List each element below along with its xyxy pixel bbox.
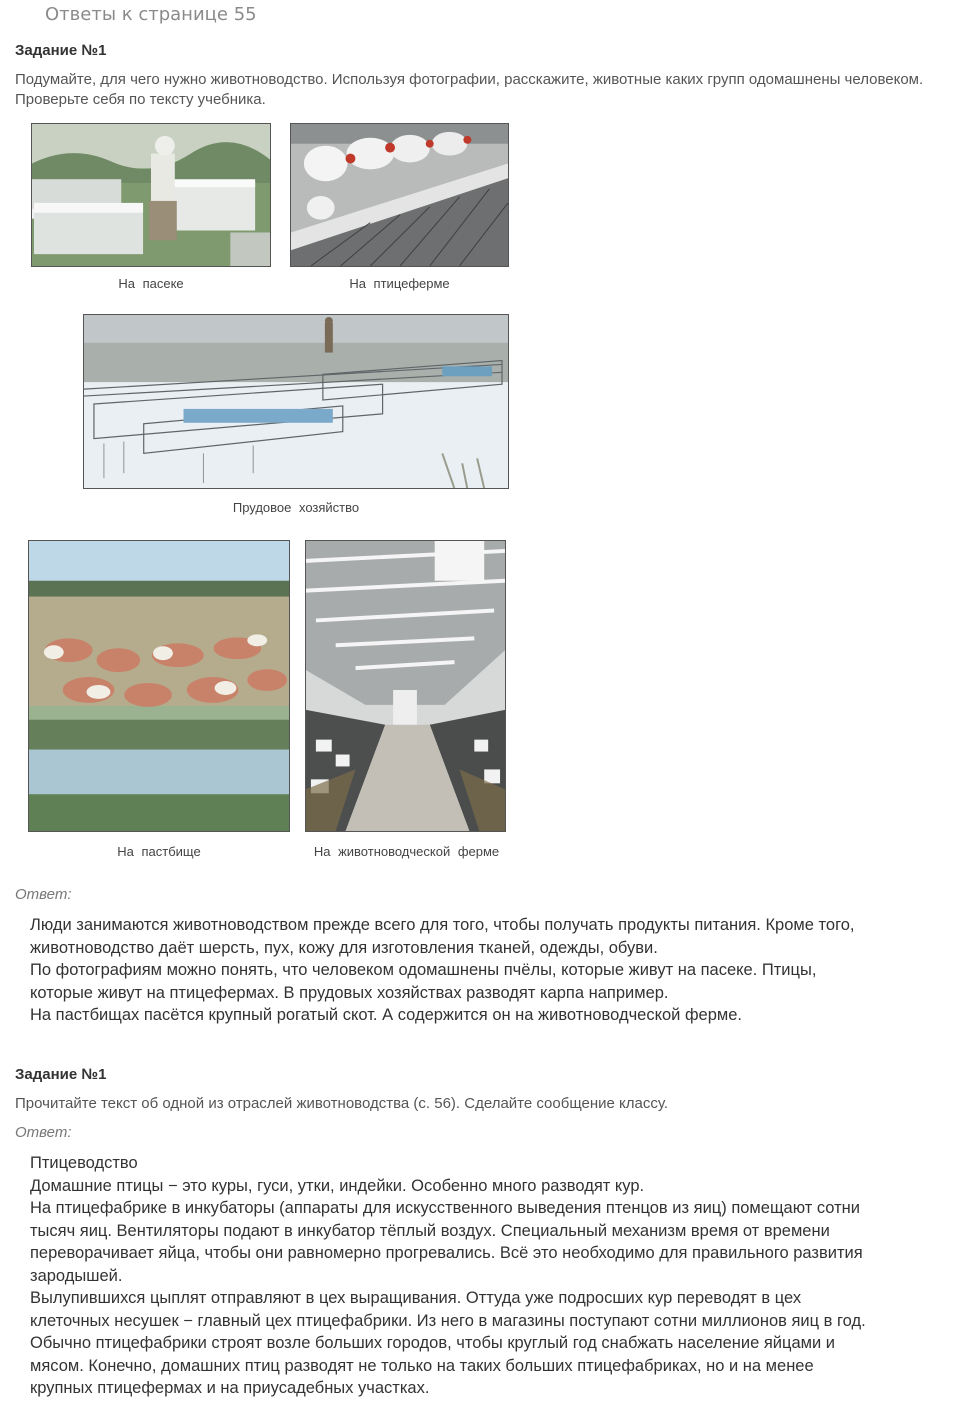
answer-line: По фотографиям можно понять, что человеком одомашнены пчёлы, которые живут на пасеке. Птицы, (30, 961, 817, 979)
answer-line: которые живут на птицефермах. В прудовых хозяйствах разводят карпа например. (30, 983, 669, 1002)
task1-question: Подумайте, для чего нужно животноводство. Используя фотографии, расскажите, животные каких групп одомашнены человеком. Проверьте себя по тексту учебника. (15, 71, 924, 108)
answer-line: На пастбищах пасётся крупный рогатый скот. А содержится он на животноводческой ферме. (30, 1006, 743, 1024)
task1-heading: Задание №1 (15, 42, 107, 59)
answer-line: Вылупившихся цыплят отправляют в цех выращивания. Оттуда уже подросших кур переводят в цех (30, 1289, 802, 1307)
answer-line: крупных птицефермах и на приусадебных участках. (30, 1379, 430, 1397)
farm-photo (305, 540, 506, 832)
poultry-caption: На птицеферме (349, 276, 450, 291)
task2-answer-label: Ответ: (15, 1124, 72, 1141)
answer-line: клеточных несушек − главный цех птицефабрики. Из него в магазины поступают сотни миллионов яиц в год. (30, 1311, 866, 1330)
answer-line: зародышей. (30, 1266, 123, 1285)
apiary-photo (31, 123, 271, 267)
pasture-caption: На пастбище (117, 844, 201, 859)
answer-line: Домашние птицы − это куры, гуси, утки, индейки. Особенно много разводят кур. (30, 1176, 645, 1195)
apiary-caption: На пасеке (118, 276, 184, 291)
page-title: Ответы к странице 55 (45, 4, 257, 25)
answer-line: Птицеводство (30, 1154, 138, 1172)
pond-caption: Прудовое хозяйство (232, 500, 360, 515)
answer-line: Люди занимаются животноводством прежде всего для того, чтобы получать продукты питания. Кроме того, (30, 916, 855, 934)
poultry-photo (290, 123, 509, 267)
task1-answer (30, 914, 955, 1027)
answer-line: животноводство даёт шерсть, пух, кожу для изготовления тканей, одежды, обуви. (30, 938, 658, 957)
task2-question: Прочитайте текст об одной из отраслей животноводства (с. 56). Сделайте сообщение классу. (15, 1095, 668, 1112)
pond-photo (83, 314, 509, 489)
farm-caption: На животноводческой ферме (313, 844, 500, 859)
answer-line: Обычно птицефабрики строят возле больших городов, чтобы круглый год снабжать население яйцами и (30, 1334, 836, 1352)
answer-line: мясом. Конечно, домашних птиц разводят не только на таких больших птицефабриках, но и на менее (30, 1356, 814, 1375)
task2-answer (30, 1152, 955, 1400)
answer-line: На птицефабрике в инкубаторы (аппараты для искусственного выведения птенцов из яиц) помещают сотни (30, 1199, 860, 1217)
task1-answer-label: Ответ: (15, 886, 72, 903)
answer-line: тысяч яиц. Вентиляторы подают в инкубатор тёплый воздух. Специальный механизм время от времени (30, 1221, 830, 1240)
task2-heading: Задание №1 (15, 1066, 107, 1083)
answer-line: переворачивает яйца, чтобы они равномерно прогревались. Всё это необходимо для правильного развития (30, 1244, 863, 1262)
pasture-photo (28, 540, 290, 832)
